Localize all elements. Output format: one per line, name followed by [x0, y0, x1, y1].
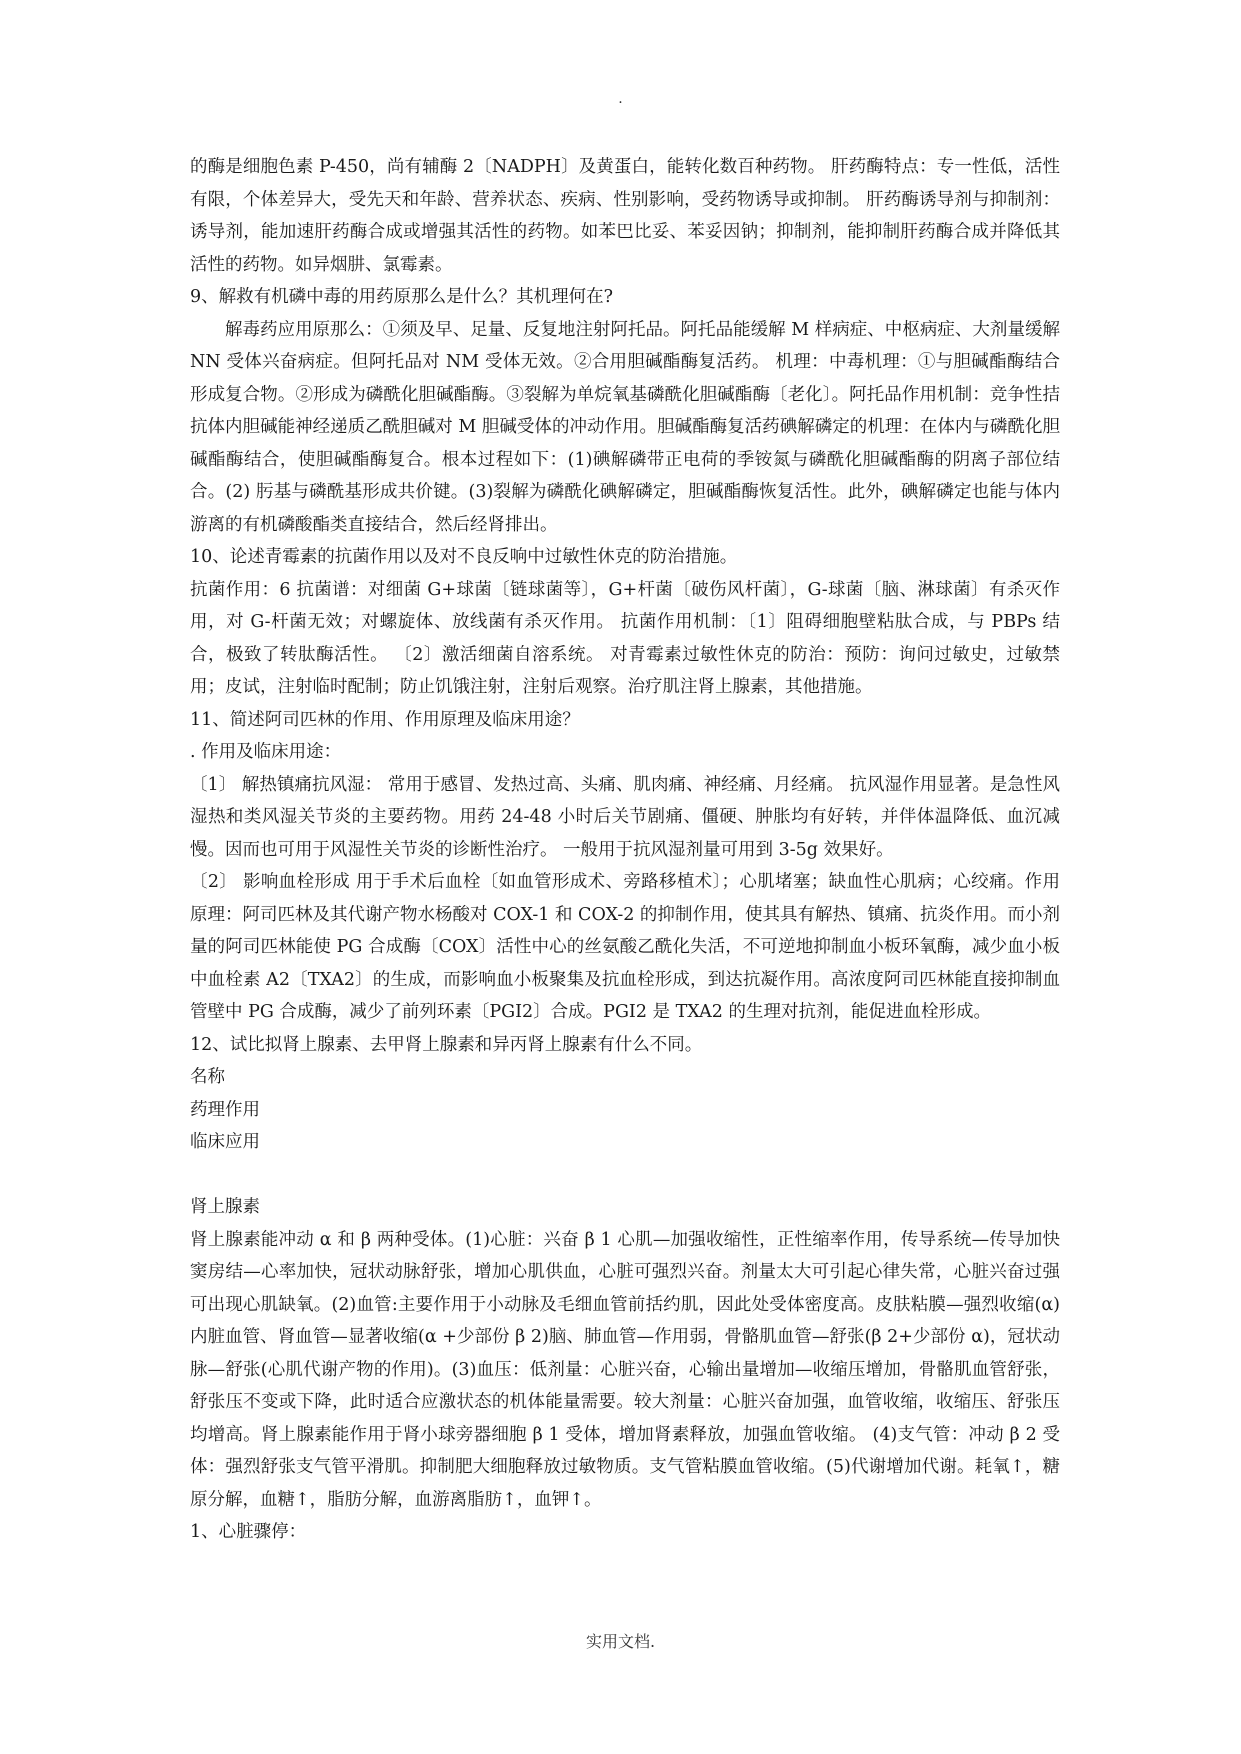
label-pharmacology: 药理作用	[190, 1099, 260, 1120]
blank-line	[190, 1159, 1060, 1192]
label-adrenaline: 肾上腺素	[190, 1197, 260, 1217]
item-cardiac-arrest: 1、心脏骤停：	[190, 1522, 307, 1542]
paragraph-organophosphate-antidote: 解毒药应用原那么：①须及早、足量、反复地注射阿托品。阿托品能缓解 M 样病症、中枢病症、大剂量缓解 NN 受体兴奋病症。但阿托品对 NM 受体无效。②合用胆碱酯酶复活药。 机理：中毒机理：①与胆碱酯酶结合形成复合物。②形成为磷酰化胆碱酯酶。③裂解为单烷氧基磷酰化胆碱酯酶〔老化〕。阿托品作用机制：竞争性拮抗体内胆碱能神经递质乙酰胆碱对 M 胆碱受体的冲动作用。胆碱酯酶复活药碘解磷定的机理：在体内与磷酰化胆碱酯酶结合，使胆碱酯酶复合。根本过程如下：(1)碘解磷带正电荷的季铵氮与磷酰化胆碱酯酶的阴离子部位结合。(2) 肟基与磷酰基形成共价键。(3)裂解为磷酰化碘解磷定，胆碱酯酶恢复活性。此外，碘解磷定也能与体内游离的有机磷酸酯类直接结合，然后经肾排出。	[190, 319, 1060, 535]
question-10-heading: 10、论述青霉素的抗菌作用以及对不良反响中过敏性休克的防治措施。	[190, 547, 738, 567]
question-9-heading: 9、解救有机磷中毒的用药原那么是什么？其机理何在?	[190, 287, 614, 307]
paragraph-aspirin-antipyretic: 〔1〕 解热镇痛抗风湿： 常用于感冒、发热过高、头痛、肌肉痛、神经痛、月经痛。 抗风湿作用显著。是急性风湿热和类风湿关节炎的主要药物。用药 24-48 小时后关节剧痛、僵硬、肿胀均有好转，并伴体温降低、血沉减慢。因而也可用于风湿性关节炎的诊断性治疗。 一般用于抗风湿剂量可用到 3-5g 效果好。	[190, 774, 1060, 860]
question-11-heading: 11、简述阿司匹林的作用、作用原理及临床用途？	[190, 709, 580, 730]
document-body	[190, 151, 1060, 1549]
label-name: 名称	[190, 1067, 225, 1087]
paragraph-aspirin-thrombosis: 〔2〕 影响血栓形成 用于手术后血栓〔如血管形成术、旁路移植术〕；心肌堵塞；缺血性心肌病；心绞痛。作用原理：阿司匹林及其代谢产物水杨酸对 COX-1 和 COX-2 的抑制作用，使其具有解热、镇痛、抗炎作用。而小剂量的阿司匹林能使 PG 合成酶〔COX〕活性中心的丝氨酸乙酰化失活，不可逆地抑制血小板环氧酶，减少血小板中血栓素 A2〔TXA2〕的生成，而影响血小板聚集及抗血栓形成，到达抗凝作用。高浓度阿司匹林能直接抑制血管壁中 PG 合成酶，减少了前列环素〔PGI2〕合成。PGI2 是 TXA2 的生理对抗剂，能促进血栓形成。	[190, 872, 1060, 1022]
subheading-uses: . 作用及临床用途：	[190, 742, 342, 762]
paragraph-adrenaline-effects: 肾上腺素能冲动 α 和 β 两种受体。(1)心脏：兴奋 β 1 心肌—加强收缩性，正性缩率作用，传导系统—传导加快 窦房结—心率加快，冠状动脉舒张，增加心肌供血，心脏可强烈兴奋。剂量太大可引起心律失常，心脏兴奋过强可出现心肌缺氧。(2)血管:主要作用于小动脉及毛细血管前括约肌，因此处受体密度高。皮肤粘膜—强烈收缩(α)内脏血管、肾血管—显著收缩(α +少部份 β 2)脑、肺血管—作用弱，骨骼肌血管—舒张(β 2+少部份 α)，冠状动脉—舒张(心肌代谢产物的作用)。(3)血压：低剂量：心脏兴奋，心输出量增加—收缩压增加，骨骼肌血管舒张，舒张压不变或下降，此时适合应激状态的机体能量需要。较大剂量：心脏兴奋加强，血管收缩，收缩压、舒张压均增高。肾上腺素能作用于肾小球旁器细胞 β 1 受体，增加肾素释放，加强血管收缩。 (4)支气管：冲动 β 2 受体：强烈舒张支气管平滑肌。抑制肥大细胞释放过敏物质。支气管粘膜血管收缩。(5)代谢增加代谢。耗氧↑，糖原分解，血糖↑，脂肪分解，血游离脂肪↑，血钾↑。	[190, 1229, 1060, 1510]
paragraph-penicillin: 抗菌作用：6 抗菌谱：对细菌 G+球菌〔链球菌等〕，G+杆菌〔破伤风杆菌〕，G-球菌〔脑、淋球菌〕有杀灭作用，对 G-杆菌无效；对螺旋体、放线菌有杀灭作用。 抗菌作用机制：〔1〕阻碍细胞壁粘肽合成，与 PBPs 结合，极致了转肽酶活性。 〔2〕激活细菌自溶系统。 对青霉素过敏性休克的防治：预防：询问过敏史，过敏禁用；皮试，注射临时配制；防止饥饿注射，注射后观察。治疗肌注肾上腺素，其他措施。	[190, 579, 1060, 697]
page-footer: 实用文档.	[585, 1632, 656, 1651]
question-12-heading: 12、试比拟肾上腺素、去甲肾上腺素和异丙肾上腺素有什么不同。	[190, 1034, 703, 1055]
label-clinical-use: 临床应用	[190, 1132, 260, 1152]
page-header-mark: .	[618, 91, 623, 107]
paragraph-liver-enzymes: 的酶是细胞色素 P-450，尚有辅酶 2〔NADPH〕及黄蛋白，能转化数百种药物。 肝药酶特点：专一性低，活性有限，个体差异大，受先天和年龄、营养状态、疾病、性别影响，受药物诱导或抑制。 肝药酶诱导剂与抑制剂：诱导剂，能加速肝药酶合成或增强其活性的药物。如苯巴比妥、苯妥因钠；抑制剂，能抑制肝药酶合成并降低其活性的药物。如异烟肼、氯霉素。	[190, 157, 1060, 275]
